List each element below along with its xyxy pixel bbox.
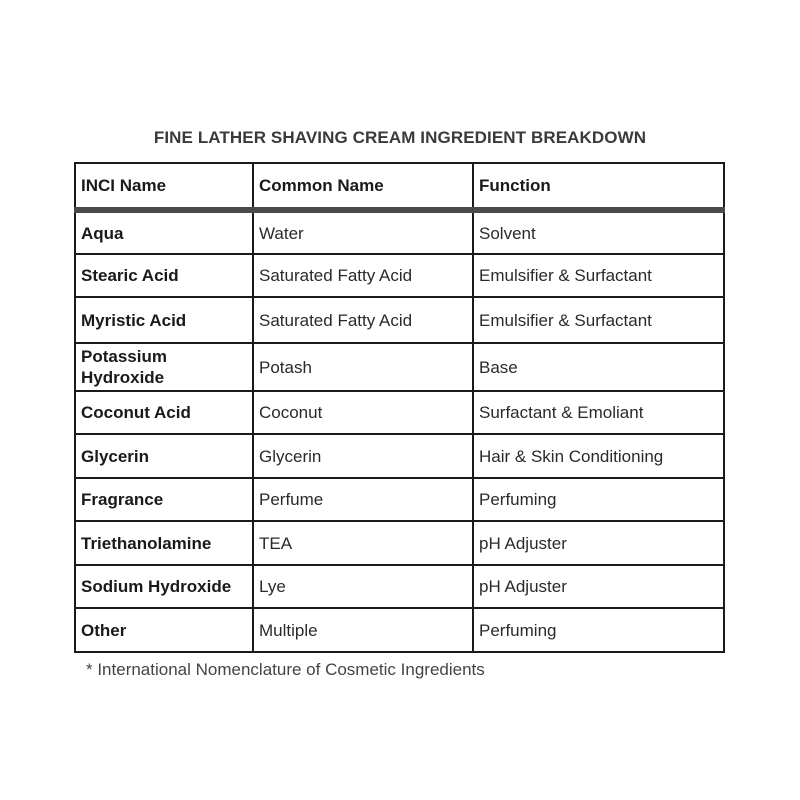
inci-name-cell: Myristic Acid: [75, 297, 253, 343]
table-row: [75, 565, 724, 608]
table-row: [75, 254, 724, 297]
function-cell: pH Adjuster: [473, 565, 724, 608]
header-common-name: Common Name: [253, 163, 473, 210]
common-name-cell: TEA: [253, 521, 473, 565]
common-name-cell: Perfume: [253, 478, 473, 521]
common-name-cell: Multiple: [253, 608, 473, 652]
header-function: Function: [473, 163, 724, 210]
inci-name-cell: Triethanolamine: [75, 521, 253, 565]
function-cell: pH Adjuster: [473, 521, 724, 565]
common-name-cell: Water: [253, 210, 473, 254]
function-cell: Hair & Skin Conditioning: [473, 434, 724, 478]
table-row: [75, 297, 724, 343]
function-cell: Perfuming: [473, 478, 724, 521]
function-cell: Base: [473, 343, 724, 391]
table-row: [75, 521, 724, 565]
common-name-cell: Saturated Fatty Acid: [253, 297, 473, 343]
inci-name-cell: Potassium Hydroxide: [75, 343, 253, 391]
inci-name-cell: Stearic Acid: [75, 254, 253, 297]
table-row: [75, 434, 724, 478]
common-name-cell: Lye: [253, 565, 473, 608]
ingredient-table: [74, 162, 725, 653]
table-row: [75, 210, 724, 254]
inci-name-cell: Other: [75, 608, 253, 652]
inci-name-cell: Glycerin: [75, 434, 253, 478]
common-name-cell: Saturated Fatty Acid: [253, 254, 473, 297]
table-row: [75, 608, 724, 652]
function-cell: Emulsifier & Surfactant: [473, 297, 724, 343]
inci-name-cell: Coconut Acid: [75, 391, 253, 434]
table-row: [75, 391, 724, 434]
common-name-cell: Coconut: [253, 391, 473, 434]
function-cell: Surfactant & Emoliant: [473, 391, 724, 434]
table-header-row: [75, 163, 724, 210]
header-inci-name: INCI Name: [75, 163, 253, 210]
table-title: FINE LATHER SHAVING CREAM INGREDIENT BREAKDOWN: [153, 128, 647, 147]
common-name-cell: Glycerin: [253, 434, 473, 478]
footnote: * International Nomenclature of Cosmetic Ingredients: [86, 660, 485, 679]
function-cell: Perfuming: [473, 608, 724, 652]
function-cell: Emulsifier & Surfactant: [473, 254, 724, 297]
inci-name-cell: Aqua: [75, 210, 253, 254]
common-name-cell: Potash: [253, 343, 473, 391]
inci-name-cell: Sodium Hydroxide: [75, 565, 253, 608]
table-row: [75, 343, 724, 391]
table-row: [75, 478, 724, 521]
function-cell: Solvent: [473, 210, 724, 254]
inci-name-cell: Fragrance: [75, 478, 253, 521]
